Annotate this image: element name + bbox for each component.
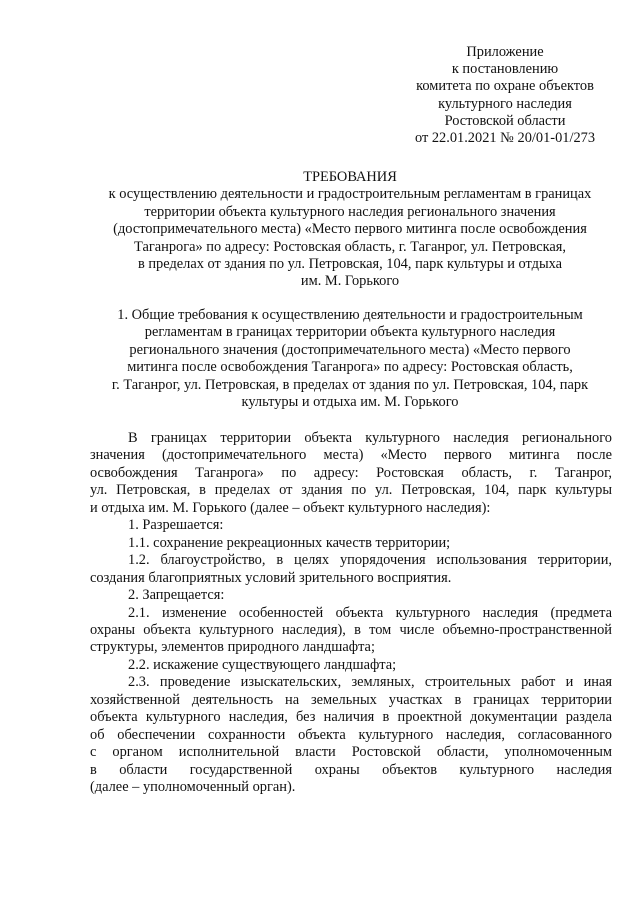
section-heading-line: г. Таганрог, ул. Петровская, в пределах от здания по ул. Петровская, 104, парк	[111, 376, 589, 393]
section-heading-line: регламентам в границах территории объекта культурного наследия	[144, 324, 556, 341]
appendix-line: к постановлению	[451, 61, 559, 78]
document-title	[80, 169, 620, 291]
forbidden-item-2-3: 2.3. проведение изыскательских, земляных, строительных работ и иная	[128, 674, 612, 691]
appendix-line: культурного наследия	[438, 95, 572, 112]
body-text	[90, 430, 612, 797]
forbidden-item-2-3-cont: с органом исполнительной власти Ростовской области, уполномоченным	[90, 744, 612, 761]
section-heading-line: регионального значения (достопримечательного места) «Место первого	[129, 341, 571, 358]
forbidden-item-2-3-cont: хозяйственной деятельность на земельных участках в границах территории	[90, 691, 612, 708]
section-1-heading	[80, 307, 620, 411]
appendix-line: Ростовской области	[444, 112, 566, 129]
allowed-item-1-2: 1.2. благоустройство, в целях упорядочения использования территории,	[128, 552, 612, 569]
forbidden-item-2-1-cont: охраны объекта культурного наследия), в том числе объемно-пространственной	[90, 621, 612, 638]
forbidden-item-2-1-cont: структуры, элементов природного ландшафта;	[90, 639, 375, 656]
forbidden-item-2-3-cont: объекта культурного наследия, без наличия в проектной документации раздела	[90, 709, 612, 726]
title-line: к осуществлению деятельности и градостроительным регламентам в границах	[108, 186, 592, 203]
appendix-line: комитета по охране объектов	[416, 78, 594, 95]
forbidden-item-2-1: 2.1. изменение особенностей объекта культурного наследия (предмета	[128, 604, 612, 621]
title-line: (достопримечательного места) «Место первого митинга после освобождения	[113, 221, 587, 238]
allowed-item-1-2-cont: создания благоприятных условий зрительного восприятия.	[90, 569, 452, 586]
intro-line: ул. Петровская, в пределах от здания по ул. Петровская, 104, парк культуры	[90, 482, 612, 499]
forbidden-item-2-2: 2.2. искажение существующего ландшафта;	[128, 656, 397, 673]
section-heading-line: митинга после освобождения Таганрога» по адресу: Ростовская область,	[127, 359, 573, 376]
intro-line: В границах территории объекта культурного наследия регионального	[128, 430, 612, 446]
title-heading: ТРЕБОВАНИЯ	[303, 169, 397, 185]
title-line: им. М. Горького	[300, 273, 400, 290]
allowed-heading: 1. Разрешается:	[128, 517, 224, 534]
intro-line: освобождения Таганрога» по адресу: Ростовская область, г. Таганрог,	[90, 464, 612, 481]
title-line: Таганрога» по адресу: Ростовская область, г. Таганрог, ул. Петровская,	[134, 238, 566, 255]
intro-line: значения (достопримечательного места) «Место первого митинга после	[90, 447, 612, 464]
forbidden-heading: 2. Запрещается:	[128, 587, 225, 604]
title-line: в пределах от здания по ул. Петровская, 104, парк культуры и отдыха	[137, 256, 563, 273]
intro-line: и отдыха им. М. Горького (далее – объект культурного наследия):	[90, 499, 491, 516]
forbidden-item-2-3-cont: в области государственной охраны объектов культурного наследия	[90, 761, 612, 778]
appendix-line: Приложение	[466, 44, 544, 60]
title-line: территории объекта культурного наследия регионального значения	[144, 203, 556, 220]
forbidden-item-2-3-cont: об обеспечении сохранности объекта культурного наследия, согласованного	[90, 726, 612, 743]
section-heading-line: культуры и отдыха им. М. Горького	[241, 394, 459, 411]
appendix-line: от 22.01.2021 № 20/01-01/273	[414, 130, 596, 147]
forbidden-item-2-3-cont: (далее – уполномоченный орган).	[90, 779, 296, 796]
appendix-header	[395, 44, 615, 147]
section-heading-line: 1. Общие требования к осуществлению деятельности и градостроительным	[117, 307, 583, 323]
allowed-item-1-1: 1.1. сохранение рекреационных качеств территории;	[128, 534, 451, 551]
